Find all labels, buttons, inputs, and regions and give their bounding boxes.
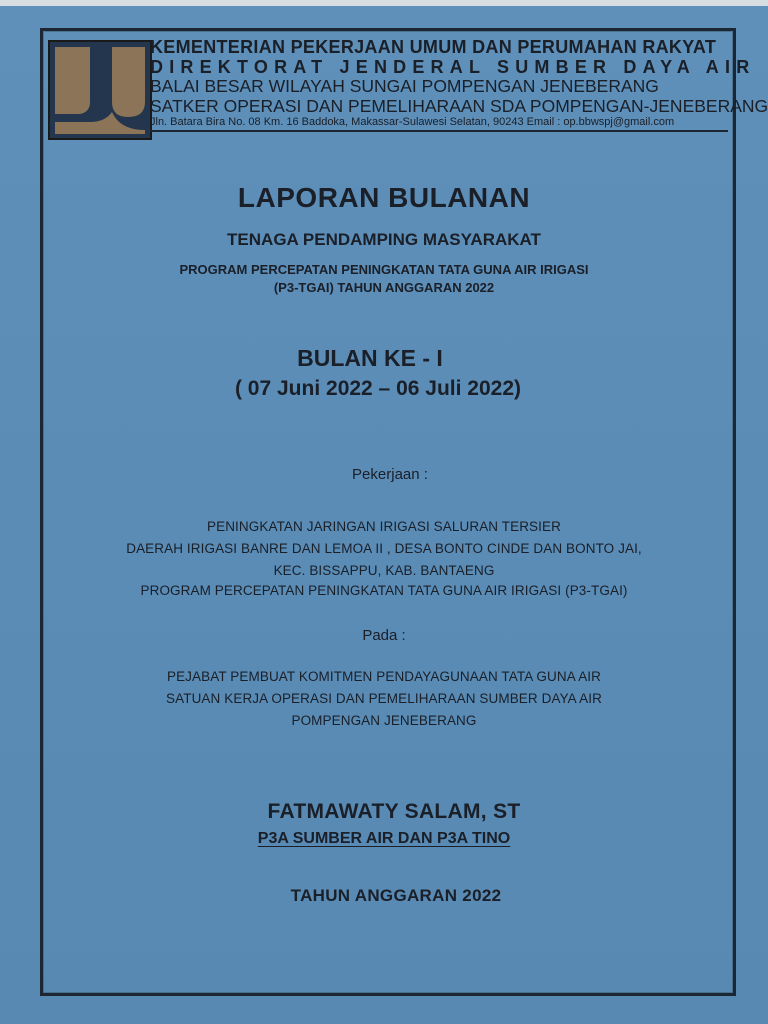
- pupr-logo-icon: [48, 40, 152, 140]
- report-title: LAPORAN BULANAN: [237, 182, 531, 213]
- pada-line: SATUAN KERJA OPERASI DAN PEMELIHARAAN SUMBER DAYA AIR: [166, 691, 602, 706]
- pekerjaan-line: PROGRAM PERCEPATAN PENINGKATAN TATA GUNA AIR IRIGASI (P3-TGAI): [140, 583, 628, 598]
- pada-line: PEJABAT PEMBUAT KOMITMEN PENDAYAGUNAAN TATA GUNA AIR: [166, 669, 602, 684]
- paper-edge: [0, 0, 768, 6]
- office-address: Jln. Batara Bira No. 08 Km. 16 Baddoka, Makassar-Sulawesi Selatan, 90243 Email : op.bbwspj@gmail.com: [150, 116, 675, 128]
- pekerjaan-label: Pekerjaan :: [352, 466, 428, 483]
- satker-name: SATKER OPERASI DAN PEMELIHARAAN SDA POMPENGAN-JENEBERANG: [150, 95, 768, 116]
- program-line-2: (P3-TGAI) TAHUN ANGGARAN 2022: [273, 280, 495, 295]
- page-border-frame: [40, 28, 768, 996]
- report-period: ( 07 Juni 2022 – 06 Juli 2022): [234, 377, 521, 400]
- ministry-name: KEMENTERIAN PEKERJAAN UMUM DAN PERUMAHAN RAKYAT: [150, 37, 717, 57]
- report-subtitle: TENAGA PENDAMPING MASYARAKAT: [227, 230, 541, 249]
- pupr-logo-graphic: [50, 42, 150, 138]
- author-name: FATMAWATY SALAM, ST: [267, 800, 521, 823]
- pekerjaan-line: PENINGKATAN JARINGAN IRIGASI SALURAN TERSIER: [207, 519, 561, 534]
- letterhead: [150, 37, 768, 128]
- directorate-name: DIREKTORAT JENDERAL SUMBER DAYA AIR: [150, 57, 756, 77]
- balai-name: BALAI BESAR WILAYAH SUNGAI POMPENGAN JENEBERANG: [150, 76, 659, 96]
- pada-label: Pada :: [362, 627, 406, 644]
- month-number: BULAN KE - I: [297, 345, 443, 371]
- fiscal-year: TAHUN ANGGARAN 2022: [290, 886, 502, 905]
- letterhead-rule: [150, 130, 728, 132]
- program-line-1: PROGRAM PERCEPATAN PENINGKATAN TATA GUNA AIR IRIGASI: [179, 262, 589, 277]
- pada-line: POMPENGAN JENEBERANG: [291, 713, 477, 728]
- pekerjaan-line: DAERAH IRIGASI BANRE DAN LEMOA II , DESA BONTO CINDE DAN BONTO JAI,: [126, 541, 642, 556]
- pekerjaan-line: KEC. BISSAPPU, KAB. BANTAENG: [273, 563, 495, 578]
- author-organization: P3A SUMBER AIR DAN P3A TINO: [257, 830, 511, 847]
